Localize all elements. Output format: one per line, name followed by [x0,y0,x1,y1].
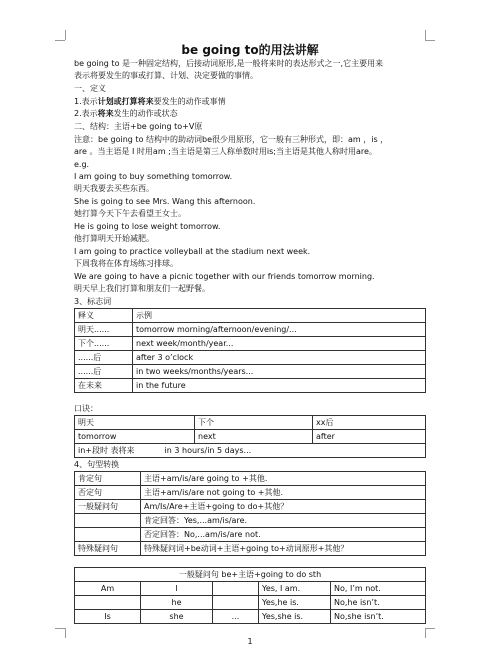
table-cell: 下个...... [75,337,133,351]
table-row [75,486,426,500]
signal-words-table [74,308,426,393]
definition-2-prefix: 2.表示 [74,109,98,118]
table-cell: Yes,she is. [259,610,331,624]
table-row [75,416,426,430]
table-cell: Is [75,610,141,624]
mnemonic-example: in 3 hours/in 5 days... [164,445,252,455]
table-cell: 在未来 [75,379,133,393]
table-cell: tomorrow morning/afternoon/evening/... [133,323,426,337]
table-cell [75,596,141,610]
definition-2-suffix: 发生的动作或状态 [113,109,178,118]
table-cell: Yes,he is. [259,596,331,610]
table-cell: 下个 [195,416,313,430]
table-cell [75,444,426,458]
table-cell [213,596,259,610]
example-2-english: She is going to see Mrs. Wang this afternoon. [74,197,256,206]
table-cell: I [141,582,213,596]
table-cell: 主语+am/is/are not going to +其他. [141,486,426,500]
table-cell: ......后 [75,365,133,379]
table-cell: 肯定回答：Yes,...am/is/are. [141,514,426,528]
table-cell: Yes, I am. [259,582,331,596]
mnemonic-rule: in+段时 表将来 [78,445,135,455]
table-cell: he [141,596,213,610]
table-row [75,596,426,610]
table-cell: No,she isn’t. [331,610,426,624]
definition-2 [74,109,178,119]
table-row [75,500,426,514]
table-cell: after [313,430,426,444]
table-row [75,582,426,596]
table-cell: 一般疑问句 [75,500,141,514]
example-4-chinese: 下周我将在体育场练习排球。 [74,259,178,268]
table-row [75,542,426,556]
table-cell: 明天...... [75,323,133,337]
table-cell: in the future [133,379,426,393]
table-cell: 主语+am/is/are going to +其他. [141,472,426,486]
table-row [75,610,426,624]
definition-1-prefix: 1.表示 [74,97,98,106]
definition-1-suffix: 要发生的动作或事情 [153,97,226,106]
table-cell: 肯定句 [75,472,141,486]
page-title: be going to的用法讲解 [181,43,319,57]
table-row [75,568,426,582]
mnemonic-table [74,415,426,458]
table-cell: xx后 [313,416,426,430]
mnemonic-heading: 口诀： [74,404,98,413]
example-1-english: I am going to buy something tomorrow. [74,172,233,181]
table-cell: 示例 [133,309,426,323]
table-cell: next [195,430,313,444]
table-cell [75,514,141,528]
table-row [75,528,426,542]
section-definition-heading: 一、定义 [74,84,106,93]
table-cell: tomorrow [75,430,195,444]
definition-1-bold: 计划或打算将来 [97,97,154,106]
table-cell: after 3 o’clock [133,351,426,365]
example-label: e.g. [74,160,90,169]
table-cell: in two weeks/months/years... [133,365,426,379]
note-line-2: are 。当主语是 I 时用am ;当主语是第三人称单数时用is;当主语是其他人称时用are。 [74,147,377,156]
table-cell: she [141,610,213,624]
yes-no-question-table [74,567,426,624]
table-cell: ... [213,610,259,624]
table-cell: 释义 [75,309,133,323]
table-cell: No, I’m not. [331,582,426,596]
table-cell: No,he isn’t. [331,596,426,610]
table-cell: 明天 [75,416,195,430]
table-cell [75,528,141,542]
table-cell: next week/month/year... [133,337,426,351]
table-cell: ......后 [75,351,133,365]
section-sentence-conversion-heading: 4、句型转换 [74,460,120,469]
table-row [75,444,426,458]
table-row [75,365,426,379]
intro-line-1: be going to 是一种固定结构，后接动词原形,是一般将来时的表达形式之一,它主要用来 [74,59,384,68]
example-2-chinese: 她打算今天下午去看望王女士。 [74,209,186,218]
note-line-1: 注意：be going to 结构中的助动词be很少用原形，它一般有三种形式，即：am ，is ， [74,135,389,144]
table-row [75,379,426,393]
table-row [75,351,426,365]
table-cell: Am/Is/Are+主语+going to do+其他？ [141,500,426,514]
section-signal-words-heading: 3、标志词 [74,297,112,306]
intro-line-2: 表示将要发生的事或打算、计划、决定要做的事情。 [74,71,258,80]
table-row [75,337,426,351]
table-cell: 否定句 [75,486,141,500]
page-number: 1 [247,637,253,646]
table-row [75,430,426,444]
table-row [75,472,426,486]
example-3-chinese: 他打算明天开始减肥。 [74,234,154,243]
table-row [75,323,426,337]
table-cell: 特殊疑问词+be动词+主语+going to+动词原形+其他？ [141,542,426,556]
example-3-english: He is going to lose weight tomorrow. [74,222,221,231]
example-1-chinese: 明天我要去买些东西。 [74,184,154,193]
table-cell [213,582,259,596]
table-header-cell: 一般疑问句 be+主语+going to do sth [75,568,426,582]
table-row [75,309,426,323]
sentence-conversion-table [74,471,426,556]
table-row [75,514,426,528]
definition-2-bold: 将来 [97,109,114,118]
table-cell: Am [75,582,141,596]
section-structure-heading: 二、结构：主语+be going to+V原 [74,122,203,131]
example-5-chinese: 明天早上我们打算和朋友们一起野餐。 [74,284,210,293]
table-cell: 否定回答：No,...am/is/are not. [141,528,426,542]
example-5-english: We are going to have a picnic together with our friends tomorrow morning. [74,272,375,281]
table-cell: 特殊疑问句 [75,542,141,556]
definition-1 [74,97,226,107]
example-4-english: I am going to practice volleyball at the stadium next week. [74,247,311,256]
